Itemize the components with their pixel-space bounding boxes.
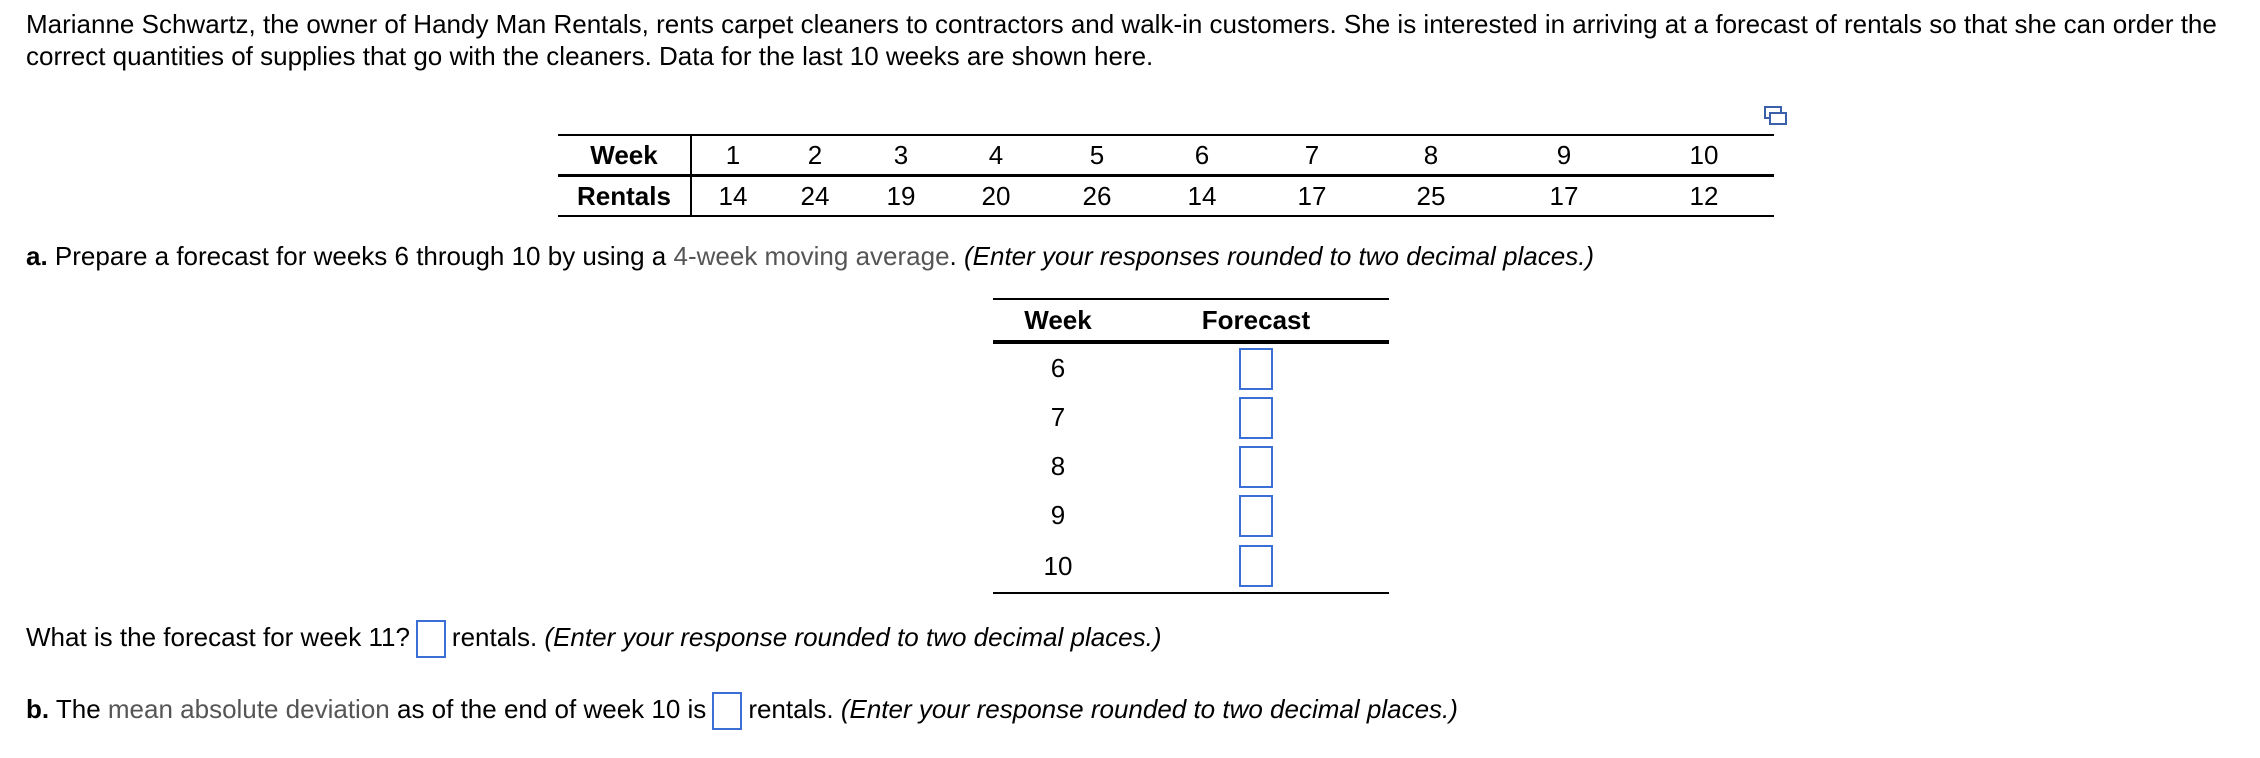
forecast-week-cell: 10: [993, 540, 1123, 593]
part-a-text-end: .: [949, 241, 964, 271]
rentals-row: [558, 176, 1774, 217]
part-b-text-end: as of the end of week 10 is: [389, 694, 707, 724]
rentals-cell: 19: [856, 176, 946, 217]
week-row: [558, 135, 1774, 176]
rentals-cell: 20: [946, 176, 1046, 217]
forecast-value-header: Forecast: [1123, 299, 1389, 342]
rentals-cell: 26: [1046, 176, 1148, 217]
part-b-question: [26, 688, 1458, 730]
table-row: [993, 342, 1389, 393]
week-row-header: Week: [558, 135, 691, 176]
forecast-week-cell: 7: [1050, 402, 1066, 432]
week-cell: 3: [856, 135, 946, 176]
week-11-question: [26, 616, 1162, 658]
rentals-row-header: Rentals: [558, 176, 691, 217]
forecast-header-row: [993, 299, 1389, 342]
mad-input[interactable]: [712, 692, 742, 730]
rentals-cell: 24: [774, 176, 856, 217]
table-row: [993, 442, 1389, 491]
rentals-cell: 17: [1494, 176, 1634, 217]
part-a-instruction: (Enter your responses rounded to two decimal places.): [964, 241, 1595, 271]
forecast-input-week-6[interactable]: [1239, 348, 1273, 390]
part-a-question: [26, 240, 1594, 272]
week-11-unit: rentals.: [451, 622, 538, 652]
intro-line-1: Marianne Schwartz, the owner of Handy Man Rentals, rents carpet cleaners to contractors and walk-in customers. She is interested in arriving at a forecast of rentals so that she can order the: [26, 9, 2217, 39]
rentals-data-table: [558, 134, 1774, 217]
forecast-input-week-8[interactable]: [1239, 446, 1273, 488]
forecast-table: [993, 298, 1389, 594]
week-cell: 2: [774, 135, 856, 176]
week-cell: 9: [1494, 135, 1634, 176]
week-cell: 5: [1046, 135, 1148, 176]
week-11-forecast-input[interactable]: [416, 620, 446, 658]
rentals-cell: 12: [1634, 176, 1774, 217]
forecast-input-week-10[interactable]: [1239, 545, 1273, 587]
mad-glossary-link[interactable]: mean absolute deviation: [107, 694, 390, 724]
week-cell: 7: [1256, 135, 1368, 176]
part-b-text: The: [49, 694, 108, 724]
forecast-week-cell: 6: [1050, 353, 1066, 383]
forecast-week-cell: 9: [1050, 500, 1066, 530]
week-11-instruction: (Enter your response rounded to two decimal places.): [544, 622, 1162, 652]
copy-data-icon[interactable]: [1764, 106, 1788, 126]
week-11-question-text: What is the forecast for week 11?: [26, 622, 410, 652]
table-row: [993, 540, 1389, 593]
week-cell: 4: [946, 135, 1046, 176]
week-cell: 10: [1634, 135, 1774, 176]
week-cell: 6: [1148, 135, 1256, 176]
part-b-label: b.: [26, 694, 50, 724]
week-cell: 1: [691, 135, 774, 176]
forecast-input-week-7[interactable]: [1239, 397, 1273, 439]
intro-line-2: correct quantities of supplies that go with the cleaners. Data for the last 10 weeks are shown here.: [26, 41, 1154, 71]
table-row: [993, 491, 1389, 540]
forecast-week-cell: 8: [1050, 451, 1066, 481]
rentals-cell: 14: [1148, 176, 1256, 217]
rentals-cell: 14: [691, 176, 774, 217]
part-b-unit: rentals.: [748, 694, 834, 724]
problem-intro: [26, 8, 2236, 72]
table-row: [993, 393, 1389, 442]
week-cell: 8: [1368, 135, 1494, 176]
moving-average-glossary-link[interactable]: 4-week moving average: [673, 241, 950, 271]
rentals-cell: 25: [1368, 176, 1494, 217]
part-b-instruction: (Enter your response rounded to two decimal places.): [840, 694, 1458, 724]
part-a-label: a.: [26, 241, 48, 271]
part-a-text: Prepare a forecast for weeks 6 through 10 by using a: [47, 241, 674, 271]
rentals-cell: 17: [1256, 176, 1368, 217]
forecast-week-header: Week: [993, 299, 1123, 342]
forecast-input-week-9[interactable]: [1239, 495, 1273, 537]
